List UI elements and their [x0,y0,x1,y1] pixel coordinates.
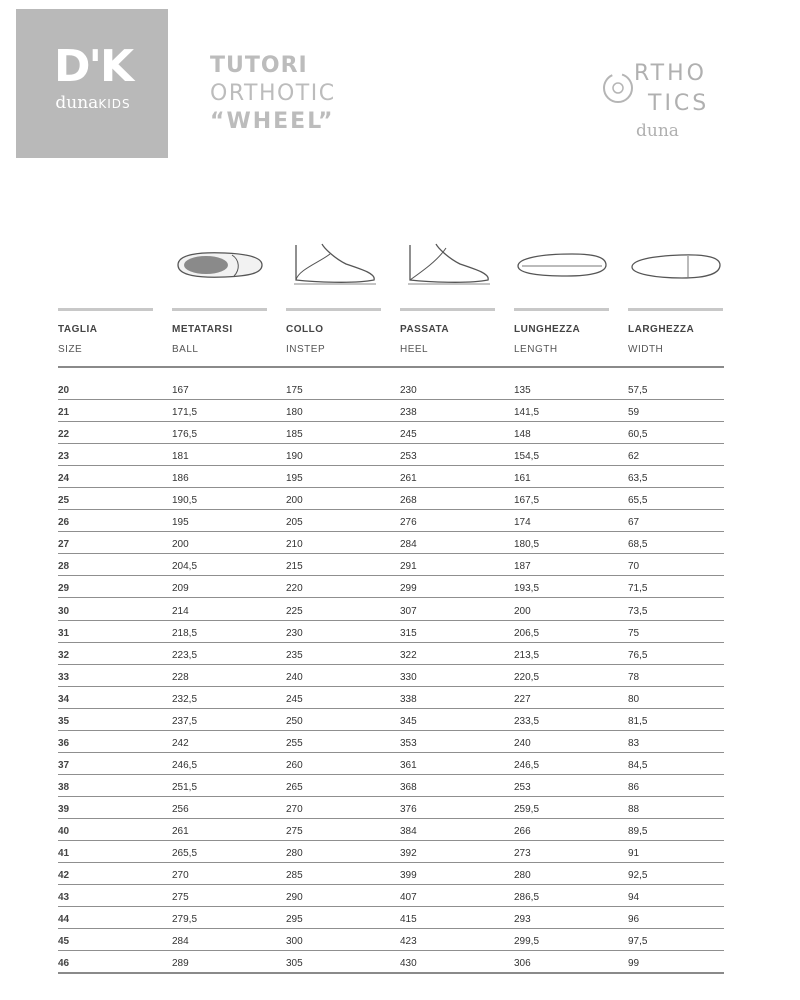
cell-size: 39 [58,803,70,815]
column-header-length: LUNGHEZZA [514,324,581,335]
cell-ball: 279,5 [172,914,198,926]
cell-width: 91 [628,848,640,860]
cell-width: 78 [628,671,640,683]
insole-length-icon [512,240,612,290]
header-rule-5 [514,308,609,311]
cell-instep: 280 [286,848,303,860]
cell-heel: 276 [400,517,417,529]
cell-length: 167,5 [514,495,540,507]
cell-length: 286,5 [514,892,540,904]
table-row [58,928,724,951]
table-row [58,509,724,532]
column-header-length-en: LENGTH [514,344,558,355]
cell-size: 45 [58,936,70,948]
header-rule-3 [286,308,381,311]
cell-length: 259,5 [514,803,540,815]
cell-instep: 295 [286,914,303,926]
cell-heel: 399 [400,870,417,882]
cell-heel: 384 [400,826,417,837]
cell-instep: 240 [286,671,303,683]
table-row [58,686,724,709]
table-row [58,465,724,488]
cell-width: 70 [628,561,640,573]
brand-logo-sub [38,93,148,113]
cell-ball: 289 [172,958,189,970]
cell-size: 21 [58,407,70,419]
cell-size: 31 [58,627,70,639]
cell-length: 200 [514,605,531,617]
cell-size: 46 [58,958,70,970]
cell-width: 60,5 [628,429,648,441]
cell-width: 67 [628,517,640,529]
cell-ball: 270 [172,870,189,882]
table-row [58,443,724,466]
cell-ball: 167 [172,385,189,396]
cell-width: 65,5 [628,495,648,507]
table-row [58,575,724,598]
cell-length: 266 [514,826,531,837]
cell-length: 306 [514,958,531,970]
column-header-heel-en: HEEL [400,344,429,355]
cell-ball: 242 [172,737,189,749]
table-row [58,399,724,422]
cell-instep: 265 [286,781,303,793]
table-row [58,487,724,510]
cell-width: 75 [628,627,640,639]
cell-instep: 300 [286,936,303,948]
cell-heel: 253 [400,451,417,463]
cell-instep: 290 [286,892,303,904]
table-row [58,730,724,753]
cell-instep: 215 [286,561,303,573]
cell-length: 246,5 [514,759,540,771]
cell-instep: 210 [286,539,303,551]
brand-logo-box [16,9,168,158]
cell-size: 42 [58,870,70,882]
cell-ball: 209 [172,583,189,595]
cell-instep: 205 [286,517,303,529]
cell-length: 227 [514,693,531,705]
cell-ball: 246,5 [172,759,198,771]
column-header-ball: METATARSI [172,324,233,335]
orthotics-ring-icon [604,74,632,102]
cell-ball: 195 [172,517,189,529]
cell-heel: 284 [400,539,417,551]
cell-size: 26 [58,517,70,529]
header-rule-6 [628,308,723,311]
cell-width: 99 [628,958,640,970]
column-header-width-en: WIDTH [628,344,664,355]
cell-width: 63,5 [628,473,648,485]
cell-instep: 175 [286,385,303,396]
cell-length: 253 [514,781,531,793]
cell-size: 22 [58,429,70,441]
column-header-heel: PASSATA [400,324,450,335]
table-row [58,642,724,665]
cell-length: 213,5 [514,649,540,661]
cell-ball: 275 [172,892,189,904]
cell-width: 97,5 [628,936,648,948]
cell-heel: 330 [400,671,417,683]
cell-ball: 256 [172,803,189,815]
cell-heel: 423 [400,936,417,948]
cell-heel: 315 [400,627,417,639]
table-row [58,840,724,863]
cell-width: 84,5 [628,759,648,771]
cell-instep: 270 [286,803,303,815]
cell-size: 33 [58,671,70,683]
cell-size: 23 [58,451,70,463]
orthotics-word-1: RTHO [634,61,707,86]
cell-heel: 268 [400,495,417,507]
cell-width: 73,5 [628,605,648,617]
cell-ball: 200 [172,539,189,551]
cell-heel: 291 [400,561,417,573]
cell-heel: 230 [400,385,417,396]
cell-size: 43 [58,892,70,904]
cell-heel: 392 [400,848,417,860]
cell-instep: 220 [286,583,303,595]
cell-ball: 181 [172,451,189,463]
cell-ball: 204,5 [172,561,198,573]
cell-width: 96 [628,914,640,926]
orthotics-word-3: duna [636,121,679,141]
cell-heel: 353 [400,737,417,749]
cell-ball: 228 [172,671,189,683]
insole-width-icon [626,240,726,290]
cell-size: 37 [58,759,70,771]
column-header-ball-en: BALL [172,344,199,355]
table-row [58,862,724,885]
cell-size: 32 [58,649,70,661]
cell-size: 28 [58,561,70,573]
brand-logo-duna: duna [55,93,99,113]
cell-heel: 245 [400,429,417,441]
cell-length: 220,5 [514,671,540,683]
table-row [58,884,724,907]
table-row [58,774,724,797]
cell-length: 273 [514,848,531,860]
cell-size: 41 [58,848,70,860]
table-row [58,620,724,643]
cell-width: 62 [628,451,640,463]
cell-size: 24 [58,473,70,485]
cell-instep: 235 [286,649,303,661]
cell-instep: 195 [286,473,303,485]
cell-instep: 200 [286,495,303,507]
cell-length: 141,5 [514,407,540,419]
cell-size: 34 [58,693,70,705]
cell-size: 44 [58,914,70,926]
cell-width: 68,5 [628,539,648,551]
cell-width: 88 [628,803,640,815]
cell-heel: 307 [400,605,417,617]
cell-width: 81,5 [628,715,648,727]
cell-size: 20 [58,385,70,396]
cell-heel: 345 [400,715,417,727]
cell-length: 240 [514,737,531,749]
cell-instep: 260 [286,759,303,771]
cell-heel: 376 [400,803,417,815]
table-row [58,377,724,400]
cell-length: 293 [514,914,531,926]
cell-size: 27 [58,539,70,551]
cell-width: 59 [628,407,640,419]
orthotics-logo [596,50,726,145]
cell-ball: 232,5 [172,693,198,705]
insole-top-icon [170,240,270,290]
cell-heel: 368 [400,781,417,793]
cell-size: 40 [58,826,70,837]
cell-heel: 238 [400,407,417,419]
orthotics-center-icon [613,83,623,93]
title-line-2: ORTHOTIC [210,81,336,106]
cell-ball: 214 [172,605,189,617]
cell-ball: 218,5 [172,627,198,639]
header-divider [58,366,724,368]
cell-instep: 285 [286,870,303,882]
title-line-3: “WHEEL” [210,109,335,134]
cell-instep: 250 [286,715,303,727]
cell-instep: 255 [286,737,303,749]
header-rule-1 [58,308,153,311]
cell-heel: 415 [400,914,417,926]
orthotics-word-2: TICS [648,91,710,116]
cell-length: 233,5 [514,715,540,727]
cell-ball: 284 [172,936,189,948]
cell-heel: 338 [400,693,417,705]
cell-ball: 190,5 [172,495,198,507]
title-line-1: TUTORI [210,53,308,78]
cell-instep: 245 [286,693,303,705]
cell-instep: 230 [286,627,303,639]
column-header-size-en: SIZE [58,344,83,355]
cell-width: 89,5 [628,826,648,837]
cell-heel: 322 [400,649,417,661]
cell-length: 174 [514,517,531,529]
cell-length: 135 [514,385,531,396]
foot-instep-icon [284,240,384,290]
table-row [58,598,724,621]
cell-length: 206,5 [514,627,540,639]
brand-logo-mark: D'K [53,41,133,92]
cell-instep: 190 [286,451,303,463]
cell-length: 180,5 [514,539,540,551]
cell-width: 92,5 [628,870,648,882]
cell-length: 148 [514,429,531,441]
cell-size: 38 [58,781,70,793]
column-header-width: LARGHEZZA [628,324,695,335]
column-header-instep: COLLO [286,324,324,335]
cell-ball: 261 [172,826,189,837]
cell-width: 80 [628,693,640,705]
cell-heel: 407 [400,892,417,904]
measurement-icons [58,240,722,290]
cell-width: 76,5 [628,649,648,661]
table-row [58,818,724,841]
cell-heel: 430 [400,958,417,970]
cell-size: 25 [58,495,70,507]
column-header-size: TAGLIA [58,324,98,335]
cell-width: 86 [628,781,640,793]
cell-ball: 223,5 [172,649,198,661]
table-row [58,796,724,819]
foot-heel-icon [398,240,498,290]
cell-instep: 185 [286,429,303,441]
table-row [58,708,724,731]
cell-length: 299,5 [514,936,540,948]
cell-length: 161 [514,473,531,485]
header-rule-2 [172,308,267,311]
table-row [58,553,724,576]
cell-ball: 251,5 [172,781,198,793]
table-row [58,531,724,554]
cell-length: 187 [514,561,531,573]
cell-size: 29 [58,583,70,595]
cell-ball: 171,5 [172,407,198,419]
cell-ball: 186 [172,473,189,485]
cell-heel: 261 [400,473,417,485]
cell-width: 57,5 [628,385,648,396]
cell-heel: 299 [400,583,417,595]
document-title [210,52,336,136]
cell-width: 71,5 [628,583,648,595]
cell-length: 280 [514,870,531,882]
cell-instep: 275 [286,826,303,837]
cell-ball: 265,5 [172,848,198,860]
cell-heel: 361 [400,759,417,771]
cell-ball: 176,5 [172,429,198,441]
cell-size: 35 [58,715,70,727]
cell-instep: 305 [286,958,303,970]
table-row [58,664,724,687]
table-row [58,752,724,775]
cell-width: 94 [628,892,640,904]
cell-size: 36 [58,737,70,749]
cell-instep: 225 [286,605,303,617]
cell-length: 154,5 [514,451,540,463]
cell-ball: 237,5 [172,715,198,727]
cell-length: 193,5 [514,583,540,595]
table-row [58,906,724,929]
cell-instep: 180 [286,407,303,419]
brand-logo-kids: KIDS [98,97,131,111]
table-row [58,421,724,444]
cell-width: 83 [628,737,640,749]
table-row [58,950,724,974]
header-rule-4 [400,308,495,311]
cell-size: 30 [58,605,70,617]
column-header-instep-en: INSTEP [286,344,326,355]
